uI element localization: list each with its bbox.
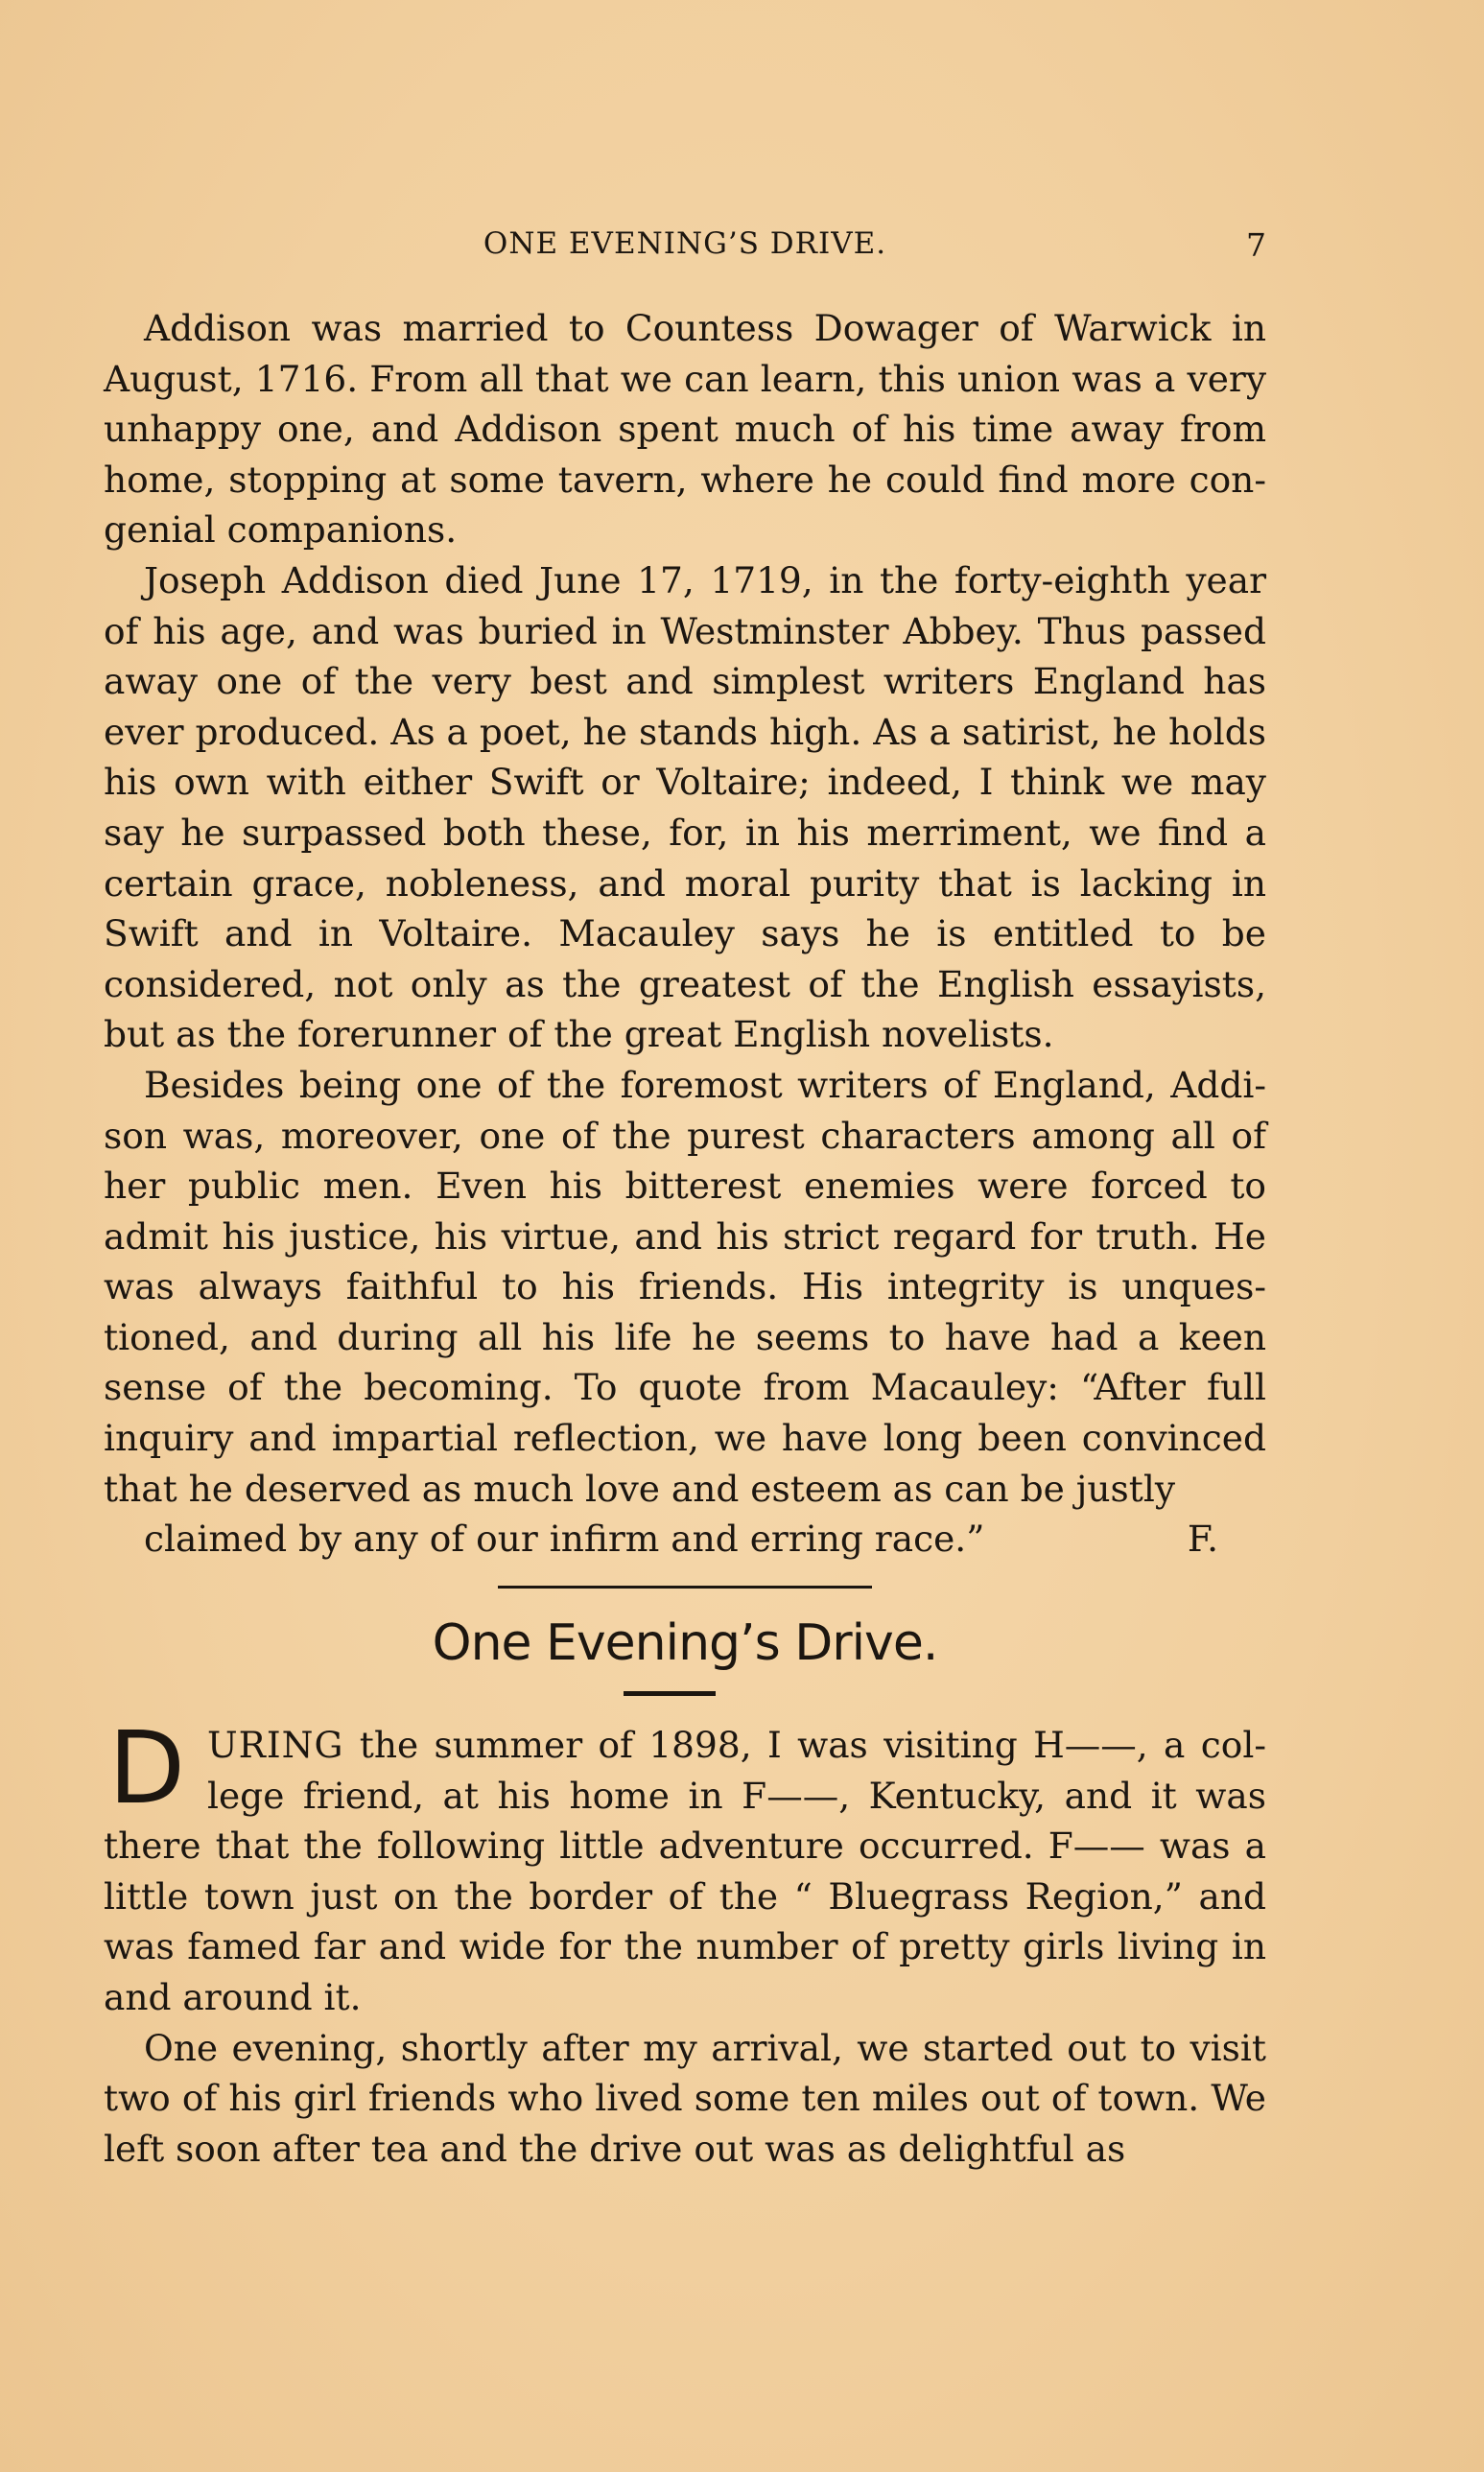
opening-caps: URING <box>207 1724 344 1766</box>
drop-cap: D <box>107 1709 186 1826</box>
opening-paragraph <box>104 1709 1266 2023</box>
section-title: One Evening’s Drive. <box>432 1614 938 1672</box>
paragraph: Addison was married to Countess Dowager of Warwick in August, 1716. From all that we can learn, this union was a very unhappy one, and Addison spent much of his time away from home, stopping at some tavern, where he could find more congenial companions. <box>104 307 1266 552</box>
running-title: ONE EVENING’S DRIVE. <box>483 226 887 261</box>
page-number: 7 <box>1246 226 1266 264</box>
paragraph: One evening, shortly after my arrival, we started out to visit two of his girl friends who lived some ten miles out of town. We left soon after tea and the drive out was as delightful as <box>104 2026 1266 2170</box>
closing-line <box>104 1514 1266 1565</box>
paragraph: Joseph Addison died June 17, 1719, in the forty-eighth year of his age, and was buried in Westminster Abbey. Thus passed away one of the very best and simplest writers England has ever produced. As a poet, he stands high. As a satirist, he holds his own with either Swift or Voltaire; indeed, I think we may say he surpassed both these, for, in his merriment, we find a certain grace, nobleness, and moral purity that is lacking in Swift and in Voltaire. Macauley says he is entitled to be considered, not only as the greatest of the English essayists, but as the forerunner of the great English novelists. <box>104 558 1266 1056</box>
running-head <box>104 226 1266 269</box>
section-divider <box>498 1586 872 1589</box>
author-signature: F. <box>1187 1518 1218 1561</box>
story-body <box>104 1709 1266 2174</box>
article-conclusion <box>104 303 1266 1565</box>
title-underline <box>624 1691 716 1696</box>
opening-text: the summer of 1898, I was visiting H——, a college friend, at his home in F——, Kentucky, and it was there that the following little adventure occurred. F—— was a little town just on the border of the “ Bluegrass Region,” and was famed far and wide for the number of pretty girls living in and around it. <box>104 1724 1266 2018</box>
closing-text: claimed by any of our infirm and erring race.” <box>144 1518 985 1561</box>
paragraph: Besides being one of the foremost writers of England, Addison was, moreover, one of the purest characters among all of her public men. Even his bitterest enemies were forced to admit his justice, his virtue, and his strict regard for truth. He was always faithful to his friends. His integrity is unquestioned, and during all his life he seems to have had a keen sense of the becoming. To quote from Macauley: “After full inquiry and impartial reflection, we have long been convinced that he deserved as much love and esteem as can be justly <box>104 1063 1266 1510</box>
